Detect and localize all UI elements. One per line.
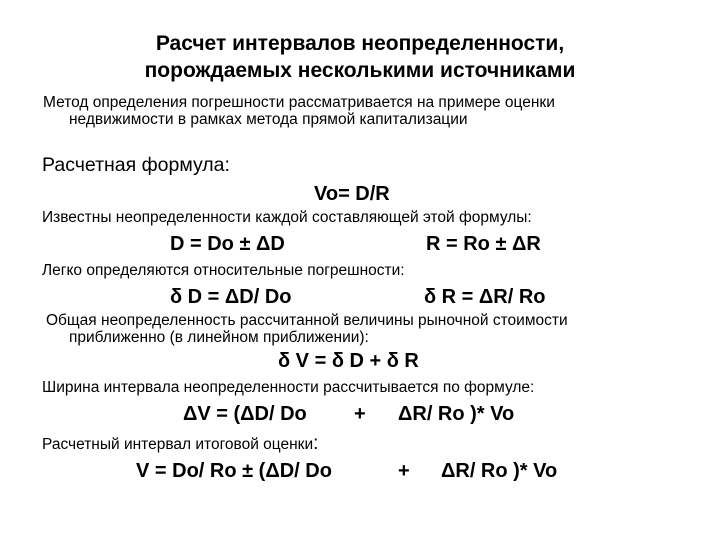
formula-final-part-1: V = Do/ Ro ± (ΔD/ Do: [136, 460, 332, 482]
formula-final-part-2: ΔR/ Ro )* Vo: [441, 460, 558, 482]
formula-width-part-2: ΔR/ Ro )* Vo: [398, 403, 515, 425]
formula-final-plus: +: [398, 460, 410, 482]
formula-delta-d: δ D = ΔD/ Do: [170, 286, 292, 308]
formula-width-part-1: ΔV = (ΔD/ Do: [183, 403, 307, 425]
intro-line-1: Метод определения погрешности рассматривается на примере оценки: [43, 94, 555, 111]
total-uncertainty-line-2: приближенно (в линейном приближении):: [69, 329, 369, 346]
intro-line-2: недвижимости в рамках метода прямой капитализации: [69, 111, 468, 128]
interval-width-text: Ширина интервала неопределенности рассчитывается по формуле:: [42, 379, 535, 396]
final-interval-label-text: Расчетный интервал итоговой оценки: [42, 436, 314, 453]
slide-title-line-1: Расчет интервалов неопределенности,: [155, 32, 565, 55]
relative-errors-text: Легко определяются относительные погрешности:: [42, 262, 405, 279]
slide-title-line-2: порождаемых несколькими источниками: [144, 59, 576, 82]
formula-main: Vo= D/R: [314, 183, 390, 205]
formula-d-uncertainty: D = Do ± ΔD: [170, 233, 285, 255]
formula-width-plus: +: [354, 403, 366, 425]
known-uncertainties-text: Известны неопределенности каждой составляющей этой формулы:: [42, 209, 532, 226]
formula-delta-r: δ R = ΔR/ Ro: [424, 286, 546, 308]
final-interval-label: [42, 435, 318, 454]
formula-delta-v: δ V = δ D + δ R: [278, 350, 419, 372]
final-interval-colon: :: [313, 433, 319, 454]
formula-r-uncertainty: R = Ro ± ΔR: [426, 233, 541, 255]
formula-label: Расчетная формула:: [42, 154, 230, 176]
total-uncertainty-line-1: Общая неопределенность рассчитанной величины рыночной стоимости: [46, 312, 568, 329]
